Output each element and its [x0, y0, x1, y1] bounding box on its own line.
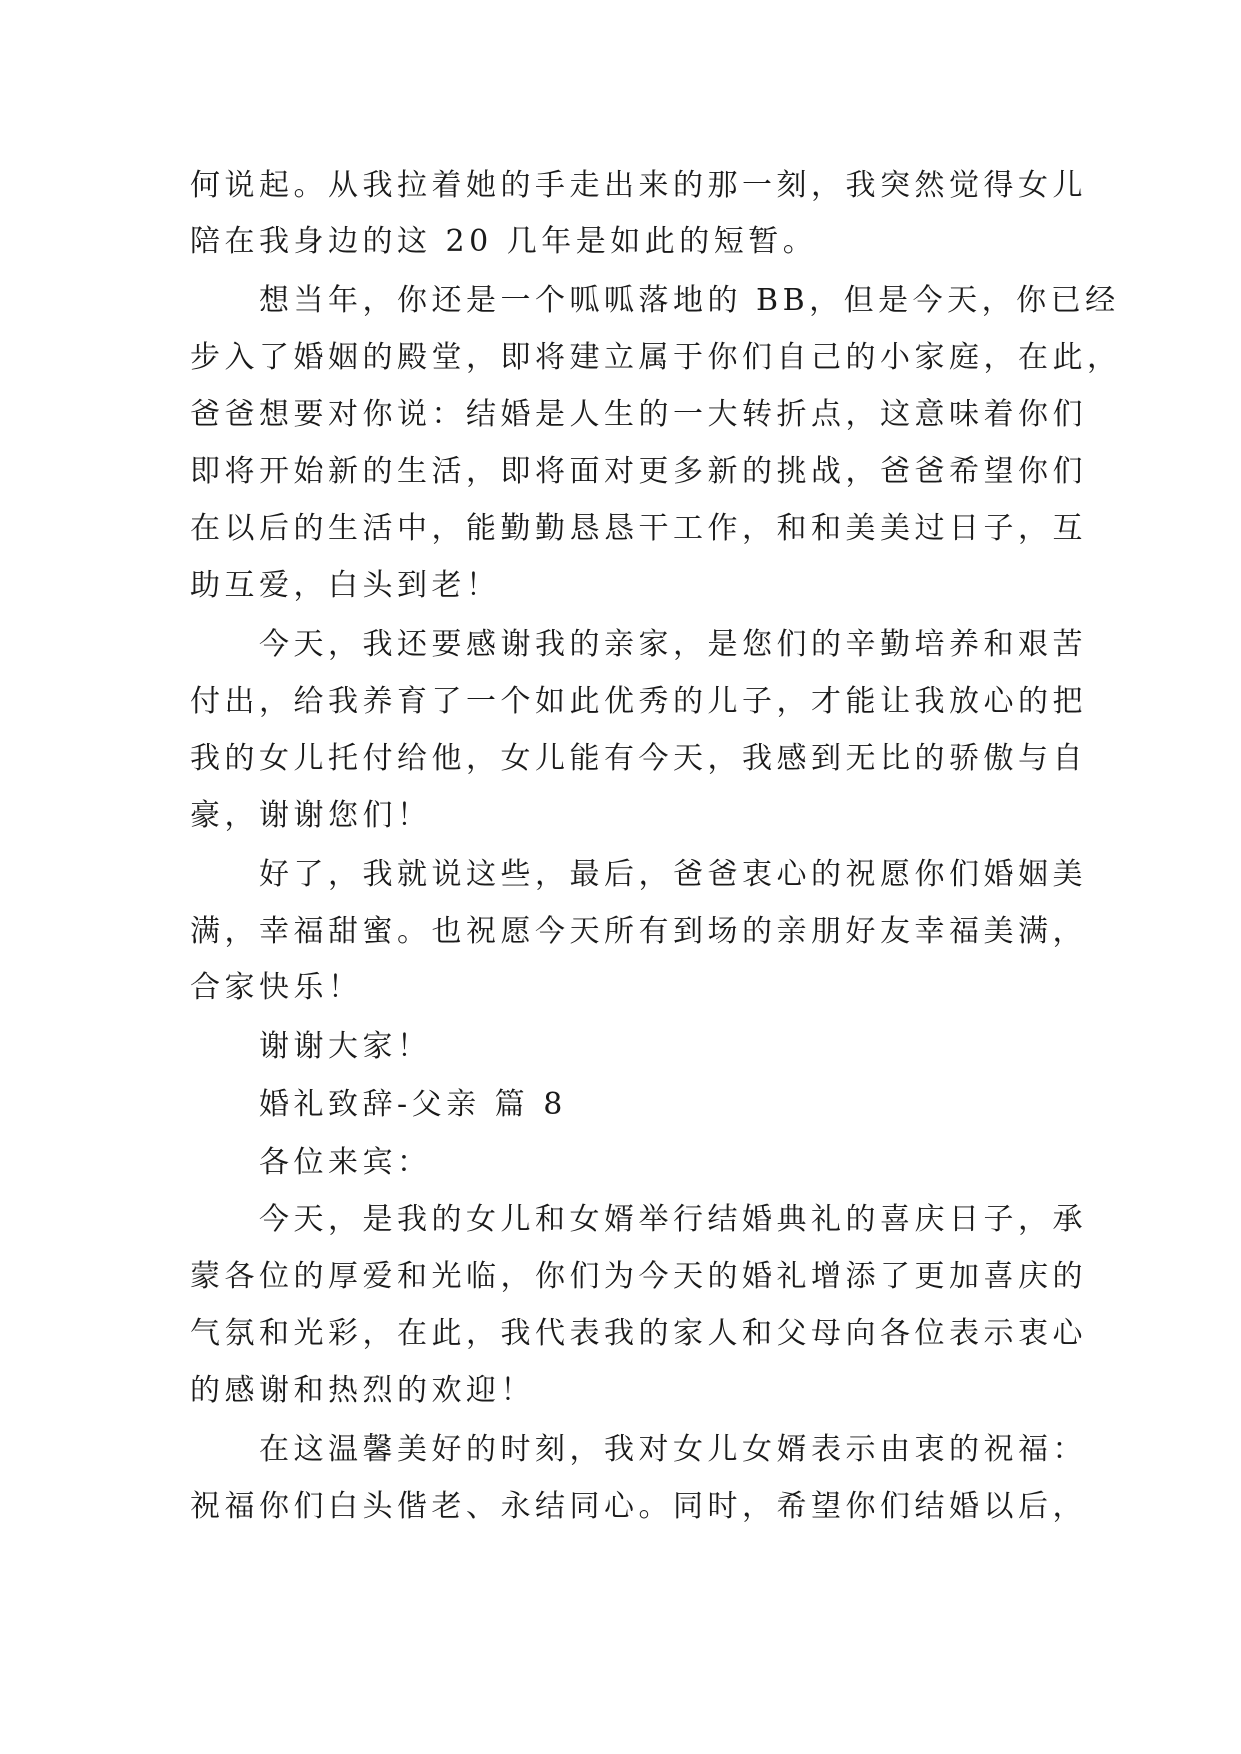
- text-line: 谢谢大家！: [190, 1029, 432, 1064]
- text-line: 今天，是我的女儿和女婿举行结婚典礼的喜庆日子，承: [190, 1202, 1087, 1237]
- text-line: 今天，我还要感谢我的亲家，是您们的辛勤培养和艰苦: [190, 627, 1087, 662]
- text-line: 好了，我就说这些，最后，爸爸衷心的祝愿你们婚姻美: [190, 857, 1087, 892]
- text-line: 合家快乐！: [190, 970, 363, 1005]
- text-line: 祝福你们白头偕老、永结同心。同时，希望你们结婚以后，: [190, 1489, 1087, 1524]
- section-heading: 婚礼致辞-父亲 篇 8: [190, 1087, 567, 1122]
- text-line: 在这温馨美好的时刻，我对女儿女婿表示由衷的祝福：: [190, 1432, 1087, 1467]
- text-line: 各位来宾：: [190, 1145, 432, 1180]
- text-line: 满，幸福甜蜜。也祝愿今天所有到场的亲朋好友幸福美满，: [190, 914, 1087, 949]
- text-line: 在以后的生活中，能勤勤恳恳干工作，和和美美过日子，互: [190, 511, 1087, 546]
- text-line: 爸爸想要对你说：结婚是人生的一大转折点，这意味着你们: [190, 397, 1087, 432]
- text-line: 豪，谢谢您们！: [190, 798, 432, 833]
- text-line: 想当年，你还是一个呱呱落地的 BB，但是今天，你已经: [190, 283, 1120, 318]
- text-line: 我的女儿托付给他，女儿能有今天，我感到无比的骄傲与自: [190, 741, 1087, 776]
- text-line: 气氛和光彩，在此，我代表我的家人和父母向各位表示衷心: [190, 1316, 1087, 1351]
- text-line: 的感谢和热烈的欢迎！: [190, 1373, 535, 1408]
- text-line: 付出，给我养育了一个如此优秀的儿子，才能让我放心的把: [190, 684, 1087, 719]
- text-line: 步入了婚姻的殿堂，即将建立属于你们自己的小家庭，在此，: [190, 340, 1122, 375]
- text-line: 即将开始新的生活，即将面对更多新的挑战，爸爸希望你们: [190, 454, 1087, 489]
- text-line: 蒙各位的厚爱和光临，你们为今天的婚礼增添了更加喜庆的: [190, 1259, 1087, 1294]
- text-line: 助互爱，白头到老！: [190, 568, 501, 603]
- text-line: 陪在我身边的这 20 几年是如此的短暂。: [190, 224, 818, 259]
- text-line: 何说起。从我拉着她的手走出来的那一刻，我突然觉得女儿: [190, 168, 1087, 203]
